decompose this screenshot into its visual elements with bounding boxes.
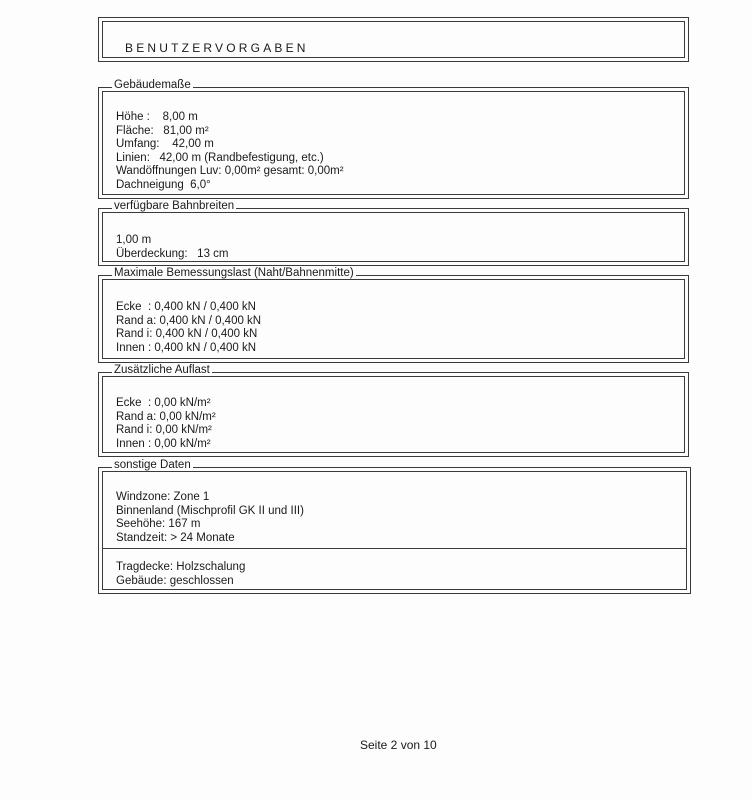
line-tragdecke: Tragdecke: Holzschalung [116, 561, 246, 573]
line-linien: Linien: 42,00 m (Randbefestigung, etc.) [116, 151, 324, 164]
section-label-auflast: Zusätzliche Auflast [114, 364, 210, 376]
line-innen: Innen : 0,00 kN/m² [116, 437, 211, 450]
section-label-bemessung: Maximale Bemessungslast (Naht/Bahnenmitte) [114, 267, 354, 279]
line-rand-i: Rand i: 0,00 kN/m² [116, 424, 212, 437]
page-title: BENUTZERVORGABEN [125, 41, 309, 55]
sonstige-values-2 [116, 561, 245, 588]
line-wandoeffnungen: Wandöffnungen Luv: 0,00m² gesamt: 0,00m² [116, 165, 344, 178]
line-ecke: Ecke : 0,400 kN / 0,400 kN [116, 301, 256, 313]
line-hoehe: Höhe : 8,00 m [116, 111, 198, 123]
line-binnenland: Binnenland (Mischprofil GK II und III) [116, 504, 304, 517]
line-gebaeude: Gebäude: geschlossen [116, 574, 234, 587]
line-innen: Innen : 0,400 kN / 0,400 kN [116, 341, 257, 354]
line-standzeit: Standzeit: > 24 Monate [116, 531, 235, 544]
bemessung-values [116, 301, 261, 355]
line-rand-i: Rand i: 0,400 kN / 0,400 kN [116, 328, 258, 341]
line-ecke: Ecke : 0,00 kN/m² [116, 397, 211, 409]
line-windzone: Windzone: Zone 1 [116, 491, 210, 503]
bahnbreiten-values [116, 234, 229, 261]
line-rand-a: Rand a: 0,00 kN/m² [116, 410, 216, 423]
section-divider [102, 548, 687, 549]
line-ueberdeckung: Überdeckung: 13 cm [116, 247, 229, 260]
line-rand-a: Rand a: 0,400 kN / 0,400 kN [116, 314, 262, 327]
gebaeude-values [116, 111, 344, 193]
section-label-bahnbreiten: verfügbare Bahnbreiten [114, 200, 235, 212]
line-bahnbreite: 1,00 m [116, 234, 152, 246]
header-box [98, 17, 689, 62]
line-seehoehe: Seehöhe: 167 m [116, 518, 201, 531]
page-number: Seite 2 von 10 [360, 738, 437, 752]
line-flaeche: Fläche: 81,00 m² [116, 124, 209, 137]
sonstige-values [116, 491, 304, 545]
line-umfang: Umfang: 42,00 m [116, 138, 214, 151]
line-dachneigung: Dachneigung 6,0° [116, 178, 211, 191]
section-label-sonstige: sonstige Daten [114, 459, 191, 471]
auflast-values [116, 397, 216, 451]
section-label-gebaeude: Gebäudemaße [114, 79, 191, 91]
